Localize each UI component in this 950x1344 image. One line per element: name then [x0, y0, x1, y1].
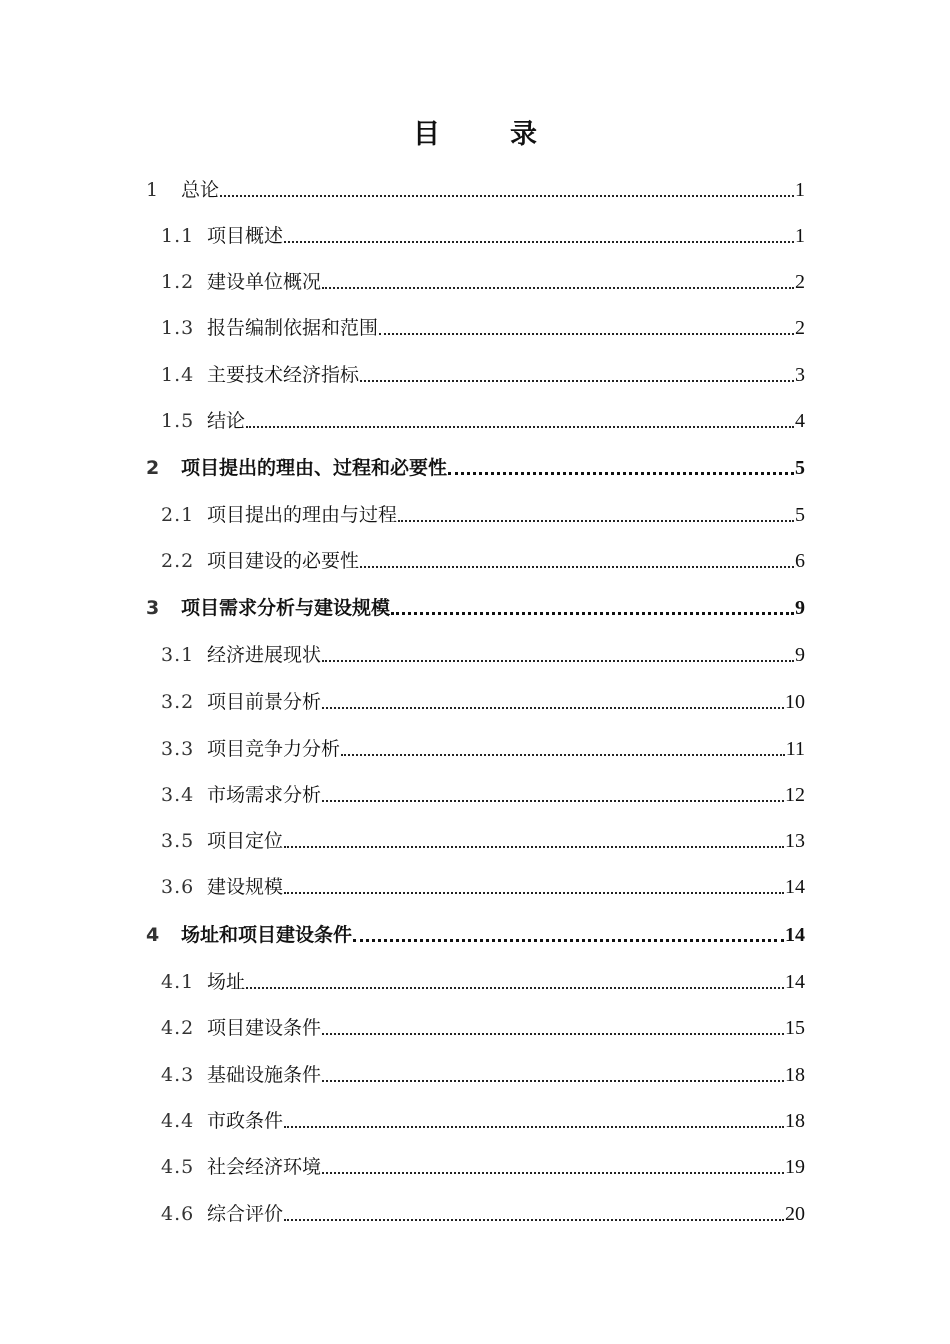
- toc-entry-page: 20: [785, 1203, 805, 1225]
- toc-entry-title: 建设单位概况: [207, 271, 322, 293]
- title-char-2: 录: [510, 119, 537, 150]
- toc-entry[interactable]: [161, 216, 805, 256]
- toc-entry-page: 14: [785, 924, 805, 946]
- toc-entry-page: 5: [795, 504, 805, 526]
- toc-entry-number: 3.3: [161, 738, 195, 760]
- toc-entry-title: 报告编制依据和范围: [207, 317, 379, 339]
- toc-entry-page: 2: [795, 271, 805, 293]
- toc-entry[interactable]: [161, 867, 805, 907]
- toc-entry-number: 1.5: [161, 410, 195, 432]
- toc-entry-title: 综合评价: [207, 1203, 284, 1225]
- toc-entry-title: 结论: [207, 410, 246, 432]
- toc-entry-page: 2: [795, 317, 805, 339]
- toc-dot-leader: [391, 598, 794, 618]
- toc-dot-leader: [341, 739, 785, 759]
- toc-dot-leader: [322, 785, 784, 805]
- toc-entry-title: 项目竞争力分析: [207, 738, 341, 760]
- toc-entry-title: 市政条件: [207, 1110, 284, 1132]
- toc-entry-page: 1: [795, 225, 805, 247]
- toc-dot-leader: [284, 1204, 784, 1224]
- toc-entry-number: 3.2: [161, 691, 195, 713]
- toc-entry[interactable]: [161, 775, 805, 815]
- toc-entry-number: 3.4: [161, 784, 195, 806]
- toc-dot-leader: [322, 1018, 784, 1038]
- toc-dot-leader: [322, 692, 784, 712]
- toc-entry-number: 2: [146, 457, 161, 479]
- toc-entry-page: 18: [785, 1110, 805, 1132]
- toc-entry-page: 11: [785, 738, 805, 760]
- toc-entry-title: 社会经济环境: [207, 1156, 322, 1178]
- toc-entry-page: 9: [795, 597, 805, 619]
- toc-entry-title: 项目提出的理由与过程: [207, 504, 398, 526]
- toc-entry[interactable]: [161, 682, 805, 722]
- toc-entry[interactable]: [161, 355, 805, 395]
- toc-entry-page: 1: [795, 179, 805, 201]
- toc-entry-title: 项目建设的必要性: [207, 550, 360, 572]
- toc-entry-number: 1.1: [161, 225, 195, 247]
- toc-entry-number: 1.3: [161, 317, 195, 339]
- toc-entry-page: 3: [795, 364, 805, 386]
- toc-dot-leader: [322, 1065, 784, 1085]
- toc-entry[interactable]: [161, 821, 805, 861]
- toc-dot-leader: [360, 365, 794, 385]
- toc-entry-page: 19: [785, 1156, 805, 1178]
- toc-entry-title: 总论: [181, 179, 220, 201]
- toc-entry[interactable]: [161, 1008, 805, 1048]
- toc-entry-number: 3.6: [161, 876, 195, 898]
- toc-entry-number: 4.5: [161, 1156, 195, 1178]
- toc-entry[interactable]: [161, 1101, 805, 1141]
- toc-dot-leader: [284, 1111, 784, 1131]
- toc-entry-title: 项目提出的理由、过程和必要性: [181, 457, 448, 479]
- toc-entry[interactable]: [146, 448, 805, 488]
- toc-dot-leader: [398, 505, 794, 525]
- toc-dot-leader: [284, 226, 794, 246]
- toc-entry-page: 4: [795, 410, 805, 432]
- toc-entry-number: 4: [146, 924, 161, 946]
- toc-entry-number: 4.1: [161, 971, 195, 993]
- toc-dot-leader: [360, 551, 794, 571]
- toc-dot-leader: [246, 972, 784, 992]
- toc-entry-title: 建设规模: [207, 876, 284, 898]
- toc-entry[interactable]: [161, 401, 805, 441]
- toc-entry[interactable]: [161, 495, 805, 535]
- toc-entry-title: 项目前景分析: [207, 691, 322, 713]
- toc-entry[interactable]: [146, 170, 805, 210]
- toc-entry-page: 5: [795, 457, 805, 479]
- toc-dot-leader: [353, 925, 784, 945]
- title-char-1: 目: [413, 119, 440, 150]
- toc-entry[interactable]: [161, 1147, 805, 1187]
- toc-entry-page: 10: [785, 691, 805, 713]
- toc-entry-title: 项目建设条件: [207, 1017, 322, 1039]
- toc-entry-title: 经济进展现状: [207, 644, 322, 666]
- page-title: [0, 112, 950, 151]
- toc-entry-title: 项目定位: [207, 830, 284, 852]
- toc-entry[interactable]: [161, 308, 805, 348]
- toc-dot-leader: [284, 831, 784, 851]
- toc-entry[interactable]: [146, 588, 805, 628]
- toc-entry[interactable]: [146, 915, 805, 955]
- toc-entry[interactable]: [161, 962, 805, 1002]
- toc-entry-number: 4.6: [161, 1203, 195, 1225]
- toc-entry-page: 9: [795, 644, 805, 666]
- toc-entry-page: 6: [795, 550, 805, 572]
- toc-entry-number: 4.3: [161, 1064, 195, 1086]
- toc-dot-leader: [220, 180, 794, 200]
- toc-entry[interactable]: [161, 1055, 805, 1095]
- toc-entry-title: 基础设施条件: [207, 1064, 322, 1086]
- toc-entry[interactable]: [161, 635, 805, 675]
- toc-entry-number: 3.1: [161, 644, 195, 666]
- toc-entry-number: 1: [146, 179, 160, 201]
- toc-entry-title: 市场需求分析: [207, 784, 322, 806]
- toc-entry-page: 15: [785, 1017, 805, 1039]
- toc-entry[interactable]: [161, 729, 805, 769]
- toc-entry-title: 场址和项目建设条件: [181, 924, 353, 946]
- toc-entry-number: 3: [146, 597, 161, 619]
- toc-entry-number: 3.5: [161, 830, 195, 852]
- toc-entry-title: 主要技术经济指标: [207, 364, 360, 386]
- toc-entry-title: 场址: [207, 971, 246, 993]
- toc-entry-number: 1.2: [161, 271, 195, 293]
- toc-dot-leader: [284, 877, 784, 897]
- toc-entry-number: 4.2: [161, 1017, 195, 1039]
- toc-dot-leader: [246, 411, 794, 431]
- toc-entry[interactable]: [161, 541, 805, 581]
- toc-entry-number: 1.4: [161, 364, 195, 386]
- toc-entry-page: 18: [785, 1064, 805, 1086]
- toc-entry-number: 4.4: [161, 1110, 195, 1132]
- toc-entry-page: 14: [785, 876, 805, 898]
- toc-dot-leader: [322, 645, 794, 665]
- toc-dot-leader: [322, 272, 794, 292]
- toc-entry[interactable]: [161, 262, 805, 302]
- toc-entry-page: 12: [785, 784, 805, 806]
- toc-entry-page: 13: [785, 830, 805, 852]
- toc-dot-leader: [379, 318, 794, 338]
- toc-entry-page: 14: [785, 971, 805, 993]
- toc-entry-title: 项目需求分析与建设规模: [181, 597, 391, 619]
- toc-entry-number: 2.2: [161, 550, 195, 572]
- toc-entry-number: 2.1: [161, 504, 195, 526]
- toc-dot-leader: [322, 1157, 784, 1177]
- toc-dot-leader: [448, 458, 794, 478]
- toc-entry-title: 项目概述: [207, 225, 284, 247]
- toc-entry[interactable]: [161, 1194, 805, 1234]
